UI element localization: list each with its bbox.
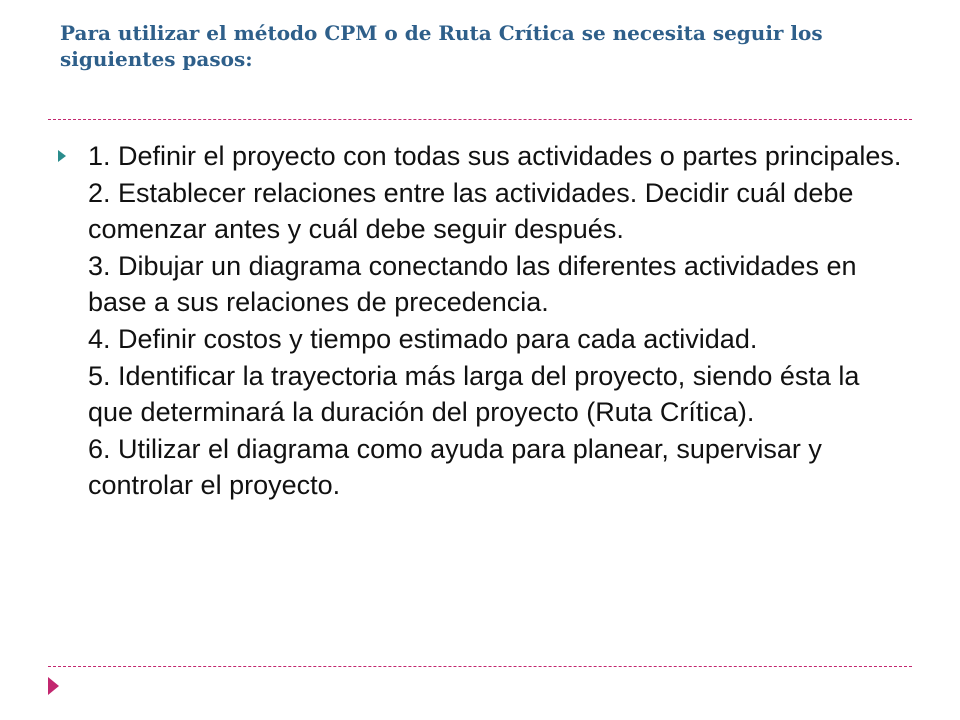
slide-title: Para utilizar el método CPM o de Ruta Crítica se necesita seguir los siguientes pasos:: [60, 21, 823, 71]
step-1: 1. Definir el proyecto con todas sus actividades o partes principales.: [88, 141, 902, 171]
steps-text: [88, 138, 908, 504]
step-3: 3. Dibujar un diagrama conectando las diferentes actividades en base a sus relaciones de precedencia.: [88, 250, 857, 318]
bullet-list-item: [58, 138, 908, 504]
top-divider: [48, 119, 912, 120]
step-5: 5. Identificar la trayectoria más larga del proyecto, siendo ésta la que determinará la duración del proyecto (Ruta Crítica).: [88, 360, 860, 428]
triangle-right-icon: [58, 150, 66, 162]
step-4: 4. Definir costos y tiempo estimado para cada actividad.: [88, 323, 758, 354]
step-6: 6. Utilizar el diagrama como ayuda para planear, supervisar y controlar el proyecto.: [88, 433, 822, 501]
triangle-right-icon: [48, 677, 59, 695]
step-2: 2. Establecer relaciones entre las actividades. Decidir cuál debe comenzar antes y cuál debe seguir después.: [88, 177, 854, 245]
bottom-divider: [48, 666, 912, 667]
